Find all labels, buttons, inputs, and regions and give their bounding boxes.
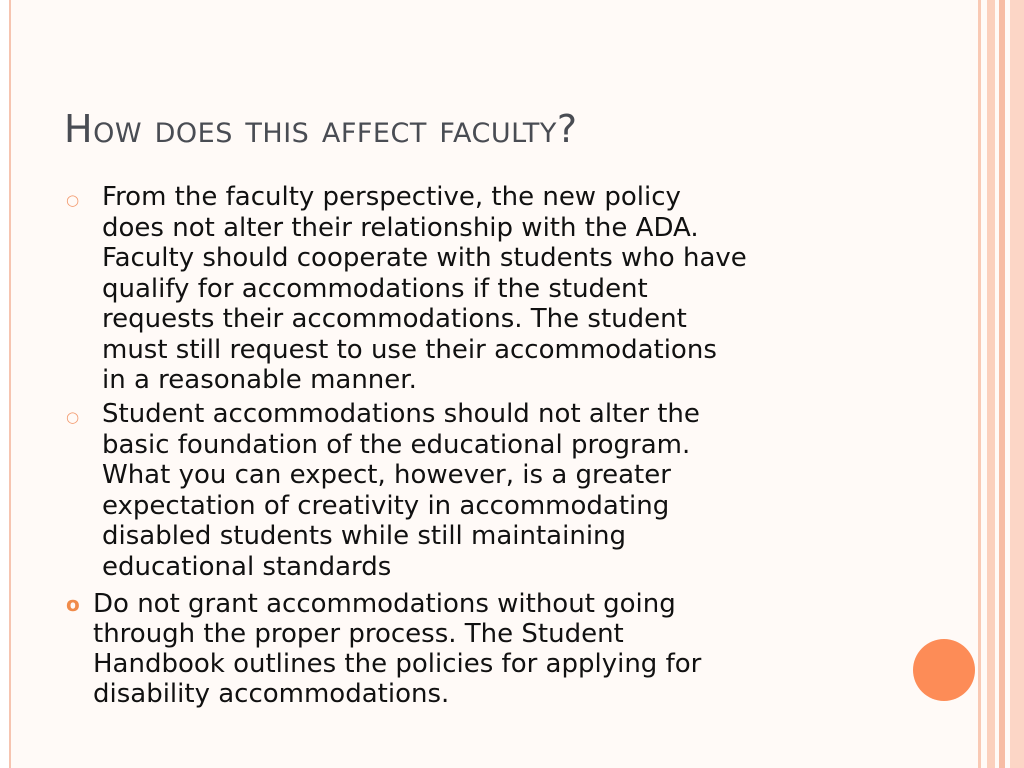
bullet-text: Student accommodations should not alter the basic foundation of the educational program. What you can expect, however, is a greater expectation of creativity in accommodating disabled students while still maintaining educational standards: [102, 399, 700, 582]
orange-bullet-icon: o: [66, 592, 80, 616]
bullet-text: Do not grant accommodations without going through the proper process. The Student Handbook outlines the policies for applying for disability accommodations.: [93, 589, 702, 709]
bullet-text: From the faculty perspective, the new policy does not alter their relationship with the ADA. Faculty should cooperate with students who have qualify for accommodations if the student requests their accommodations. The student must still request to use their accommodations in a reasonable manner.: [102, 182, 747, 395]
bullet-item: [66, 182, 902, 396]
slide-title: How does this affect faculty?: [64, 107, 578, 151]
bullet-item: [66, 589, 893, 709]
hollow-bullet-icon: ○: [66, 408, 80, 426]
bullet-item: [66, 399, 902, 582]
hollow-bullet-icon: ○: [66, 191, 80, 209]
